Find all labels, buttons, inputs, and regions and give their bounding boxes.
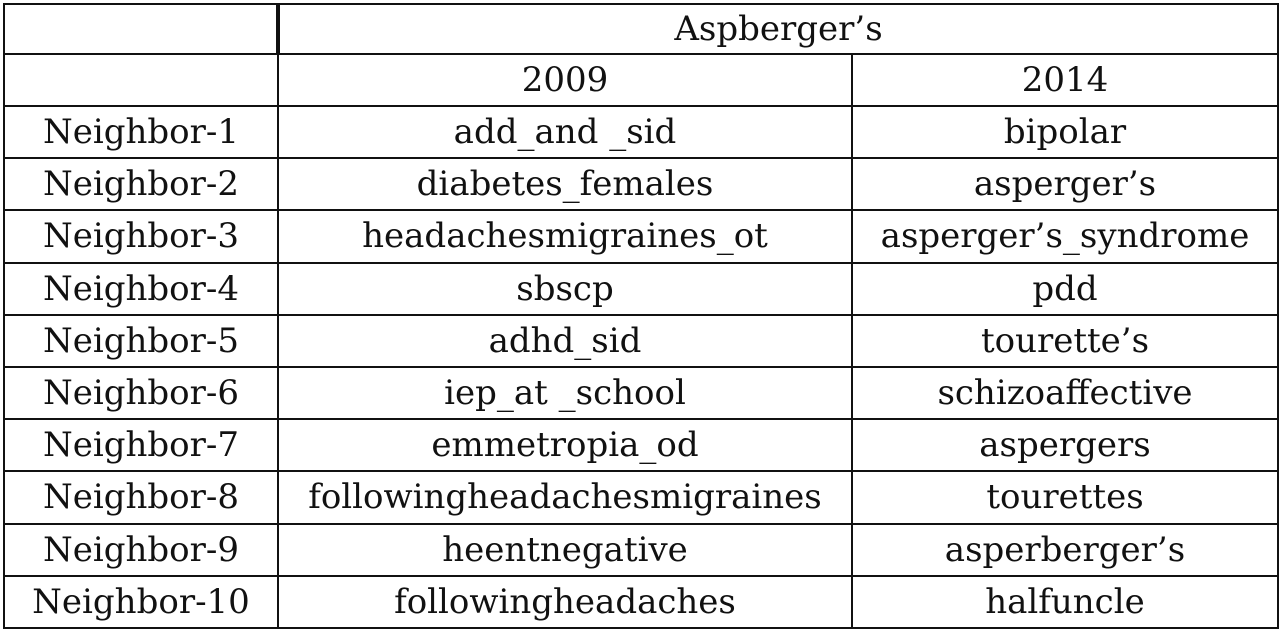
neighbor-label: Neighbor-7 — [4, 419, 278, 471]
term-2009: diabetes_females — [278, 158, 852, 210]
term-2014: aspergers — [852, 419, 1278, 471]
table-row — [4, 158, 1278, 210]
term-2014: tourettes — [852, 471, 1278, 523]
table-row — [4, 419, 1278, 471]
table-row — [4, 367, 1278, 419]
neighbor-table-container — [3, 3, 1277, 629]
table-row — [4, 263, 1278, 315]
table-row — [4, 106, 1278, 158]
term-2009: headachesmigraines_ot — [278, 210, 852, 262]
year-header-2014: 2014 — [852, 54, 1278, 106]
table-row — [4, 524, 1278, 576]
term-2014: asperger’s_syndrome — [852, 210, 1278, 262]
neighbor-label: Neighbor-1 — [4, 106, 278, 158]
neighbor-label: Neighbor-5 — [4, 315, 278, 367]
year-header-2009: 2009 — [278, 54, 852, 106]
table-row — [4, 315, 1278, 367]
term-2014: bipolar — [852, 106, 1278, 158]
table-body — [4, 106, 1278, 628]
term-2009: add_and _sid — [278, 106, 852, 158]
neighbor-label: Neighbor-10 — [4, 576, 278, 628]
term-2009: sbscp — [278, 263, 852, 315]
empty-corner-cell — [4, 54, 278, 106]
term-2014: schizoaffective — [852, 367, 1278, 419]
neighbor-label: Neighbor-2 — [4, 158, 278, 210]
neighbor-label: Neighbor-3 — [4, 210, 278, 262]
header-row-years — [4, 54, 1278, 106]
term-2009: heentnegative — [278, 524, 852, 576]
group-header: Aspberger’s — [278, 4, 1278, 54]
term-2009: iep_at _school — [278, 367, 852, 419]
table-row — [4, 210, 1278, 262]
empty-corner-cell — [4, 4, 278, 54]
neighbor-label: Neighbor-6 — [4, 367, 278, 419]
term-2009: followingheadaches — [278, 576, 852, 628]
term-2009: followingheadachesmigraines — [278, 471, 852, 523]
term-2014: asperger’s — [852, 158, 1278, 210]
term-2014: tourette’s — [852, 315, 1278, 367]
header-row-group — [4, 4, 1278, 54]
neighbor-label: Neighbor-4 — [4, 263, 278, 315]
neighbor-table — [3, 3, 1279, 629]
term-2014: asperberger’s — [852, 524, 1278, 576]
term-2014: pdd — [852, 263, 1278, 315]
term-2014: halfuncle — [852, 576, 1278, 628]
term-2009: emmetropia_od — [278, 419, 852, 471]
table-row — [4, 576, 1278, 628]
neighbor-label: Neighbor-9 — [4, 524, 278, 576]
term-2009: adhd_sid — [278, 315, 852, 367]
table-row — [4, 471, 1278, 523]
neighbor-label: Neighbor-8 — [4, 471, 278, 523]
